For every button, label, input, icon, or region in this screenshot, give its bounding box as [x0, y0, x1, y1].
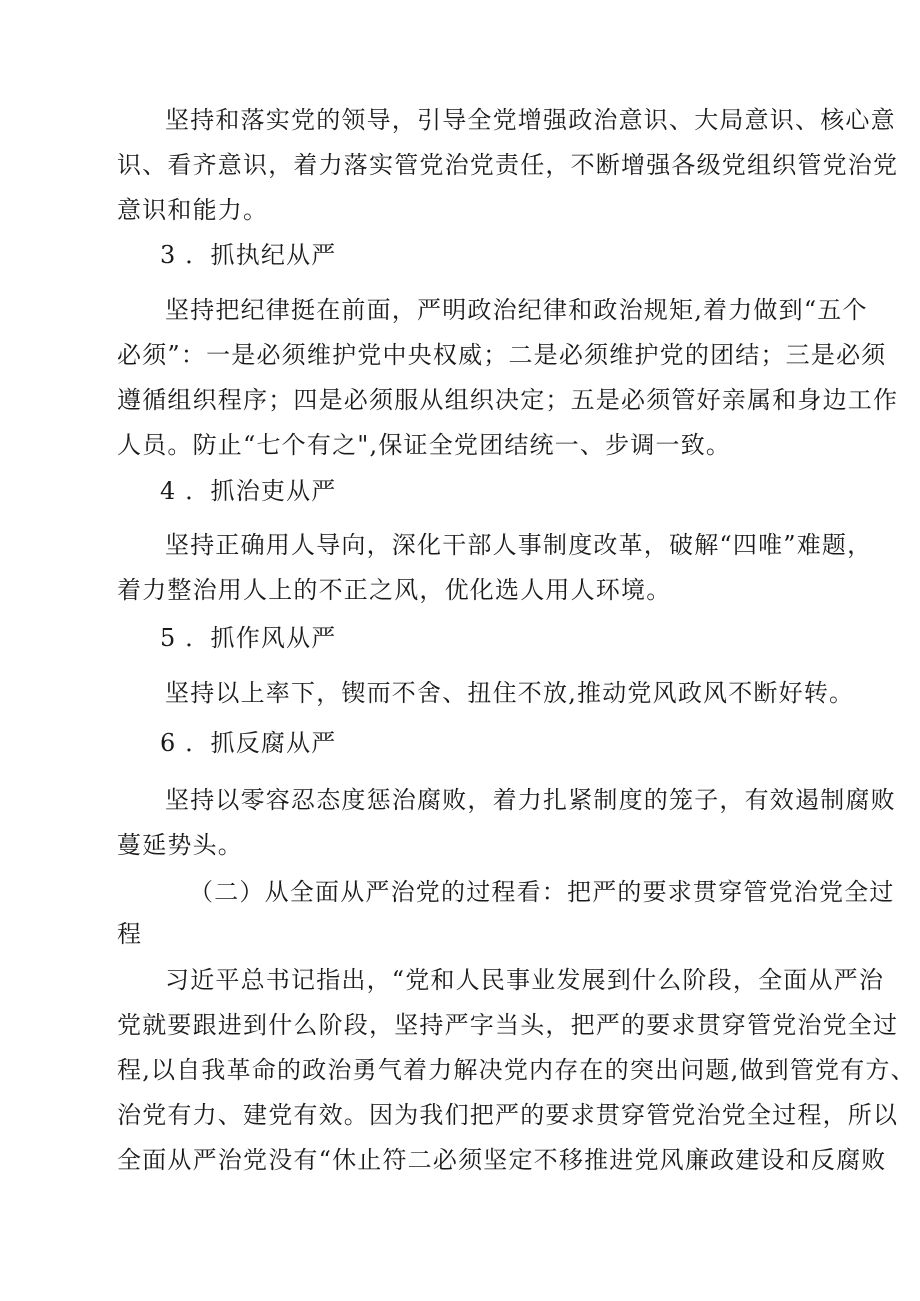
subsection-heading: （二）从全面从严治党的过程看：把严的要求贯穿管党治党全过	[189, 878, 895, 906]
paragraph-line: 党就要跟进到什么阶段，坚持严字当头，把严的要求贯穿管党治党全过	[117, 1011, 899, 1039]
paragraph-line: 坚持以上率下，锲而不舍、扭住不放,推动党风政风不断好转。	[165, 679, 855, 707]
subsection-heading-continuation: 程	[117, 920, 143, 948]
section-heading-5: 5 ．抓作风从严	[160, 624, 337, 652]
paragraph-line: 程,以自我革命的政治勇气着力解决党内存在的突出问题,做到管党有方、	[117, 1056, 916, 1084]
section-heading-3: 3 ．抓执纪从严	[160, 241, 337, 269]
paragraph-line: 坚持以零容忍态度惩治腐败，着力扎紧制度的笼子，有效遏制腐败	[165, 786, 896, 814]
paragraph-line: 遵循组织程序；四是必须服从组织决定；五是必须管好亲属和身边工作	[117, 386, 899, 414]
paragraph-line: 习近平总书记指出，“党和人民事业发展到什么阶段，全面从严治	[165, 966, 885, 994]
paragraph-line: 必须”：一是必须维护党中央权威；二是必须维护党的团结；三是必须	[117, 341, 887, 369]
paragraph-line: 全面从严治党没有“休止符二必须坚定不移推进党风廉政建设和反腐败	[117, 1146, 887, 1174]
paragraph-line: 意识和能力。	[117, 196, 269, 224]
paragraph-line: 识、看齐意识，着力落实管党治党责任，不断增强各级党组织管党治党	[117, 151, 899, 179]
paragraph-line: 蔓延势头。	[117, 831, 243, 859]
section-heading-6: 6 ．抓反腐从严	[160, 729, 337, 757]
paragraph-line: 人员。防止“七个有之",保证全党团结统一、步调一致。	[117, 431, 732, 459]
paragraph-line: 坚持正确用人导向，深化干部人事制度改革，破解“四唯”难题，	[165, 531, 873, 559]
paragraph-line: 治党有力、建党有效。因为我们把严的要求贯穿管党治党全过程，所以	[117, 1101, 899, 1129]
paragraph-line: 着力整治用人上的不正之风，优化选人用人环境。	[117, 576, 672, 604]
paragraph-line: 坚持和落实党的领导，引导全党增强政治意识、大局意识、核心意	[165, 106, 896, 134]
section-heading-4: 4 ．抓治吏从严	[160, 477, 337, 505]
paragraph-line: 坚持把纪律挺在前面，严明政治纪律和政治规矩,着力做到“五个	[165, 296, 868, 324]
